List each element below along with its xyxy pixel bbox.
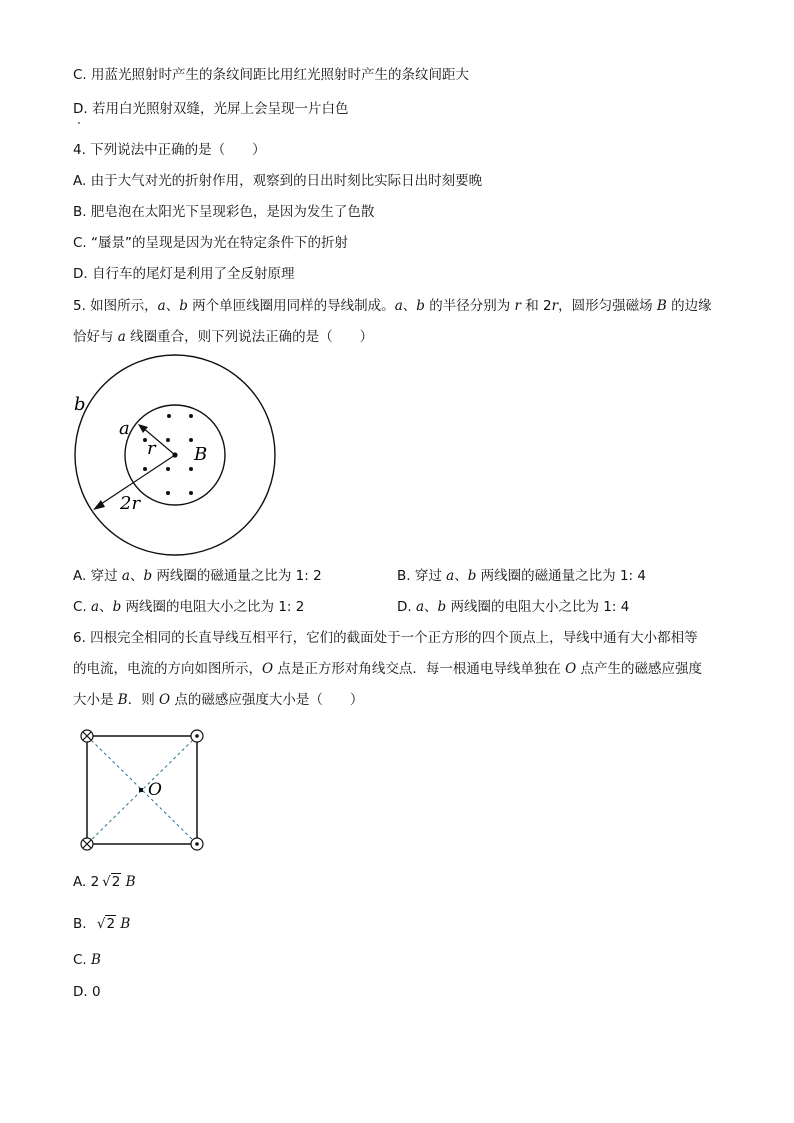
coil-figure	[60, 352, 290, 562]
q5-option-d: D. a、b 两线圈的电阻大小之比为 1: 4	[397, 599, 630, 615]
sqrt-2: √2	[96, 916, 116, 932]
wire-into-page-icon	[81, 730, 93, 742]
wire-out-of-page-icon	[191, 730, 203, 742]
line-q4c: C. “蜃景”的呈现是因为光在特定条件下的折射	[73, 235, 348, 251]
q6-option-a: A. 2 √2 B	[73, 874, 136, 890]
q5-option-c: C. a、b 两线圈的电阻大小之比为 1: 2	[73, 599, 305, 615]
wire-into-page-icon	[81, 838, 93, 850]
label-a: a	[119, 418, 130, 439]
stray-dot	[78, 122, 80, 124]
line-q3d: D. 若用白光照射双缝，光屏上会呈现一片白色	[73, 101, 349, 117]
question-5-line2: 恰好与 a 线圈重合，则下列说法正确的是（ ）	[73, 329, 374, 345]
q6-option-c: C. B	[73, 952, 101, 968]
q6-option-b: B. √2 B	[73, 916, 131, 932]
line-q4d: D. 自行车的尾灯是利用了全反射原理	[73, 266, 295, 282]
line-q4a: A. 由于大气对光的折射作用，观察到的日出时刻比实际日出时刻要晚	[73, 173, 483, 189]
label-r: r	[147, 438, 156, 459]
sqrt-2: √2	[102, 874, 121, 890]
question-6-line2: 的电流，电流的方向如图所示，O 点是正方形对角线交点．每一根通电导线单独在 O 点产生的磁感应强度	[73, 661, 703, 677]
label-B: B	[194, 444, 208, 465]
label-O: O	[148, 780, 162, 800]
wire-out-of-page-icon	[191, 838, 203, 850]
q5-option-a: A. 穿过 a、b 两线圈的磁通量之比为 1: 2	[73, 568, 322, 584]
question-5-line1: 5. 如图所示，a、b 两个单匝线圈用同样的导线制成。a、b 的半径分别为 r 和 2r，圆形匀强磁场 B 的边缘	[73, 298, 712, 314]
square-wires-figure	[76, 725, 216, 857]
question-4: 4. 下列说法中正确的是（ ）	[73, 142, 266, 158]
line-q3c: C. 用蓝光照射时产生的条纹间距比用红光照射时产生的条纹间距大	[73, 67, 470, 83]
center-point-marker	[139, 788, 143, 792]
q5-option-b: B. 穿过 a、b 两线圈的磁通量之比为 1: 4	[397, 568, 646, 584]
label-2r: 2r	[120, 493, 141, 514]
line-q4b: B. 肥皂泡在太阳光下呈现彩色，是因为发生了色散	[73, 204, 375, 220]
question-6-line3: 大小是 B．则 O 点的磁感应强度大小是（ ）	[73, 692, 364, 708]
question-6-line1: 6. 四根完全相同的长直导线互相平行，它们的截面处于一个正方形的四个顶点上，导线中通有大小都相等	[73, 630, 698, 646]
q6-option-d: D. 0	[73, 984, 101, 1000]
label-b: b	[74, 394, 86, 415]
